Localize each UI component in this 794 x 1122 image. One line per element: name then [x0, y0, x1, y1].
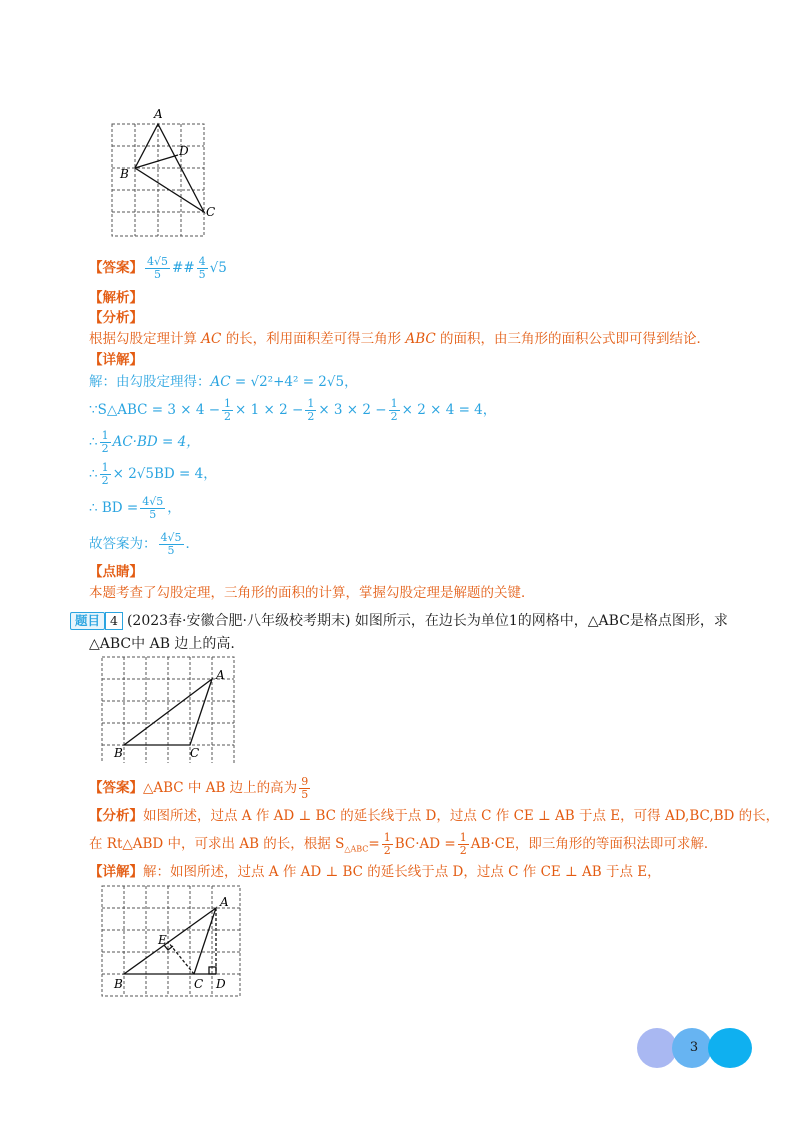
label-e: E	[158, 933, 167, 947]
fenxi-4-line2: 在 Rt△ABD 中，可求出 AB 的长，根据 $S_{\triangle ABC}=$ $\frac{1}{2}$ BC·AD = $\frac{1}{2}$ AB·CE，即三角形的等面积法即可求解．	[89, 831, 718, 857]
answer-frac: $\frac{4√5}{5}$	[147, 255, 169, 281]
fenxi-tag: 【分析】	[89, 310, 143, 326]
step-1: 解：由勾股定理得：AC = √2²+4² = 2√5，	[89, 374, 358, 390]
answer-alt-frac: $\frac{4}{5}$	[198, 255, 206, 281]
label-c: C	[190, 746, 200, 760]
label-b: B	[114, 746, 123, 760]
label-d: D	[179, 144, 189, 158]
label-b: B	[114, 977, 123, 991]
label-a: A	[216, 668, 225, 682]
step-3: ∴ $\frac{1}{2}$ AC·BD = 4，	[89, 429, 200, 455]
analysis-tag: 【解析】	[89, 290, 143, 306]
label-a: A	[154, 107, 163, 121]
answer-tag: 【答案】	[89, 260, 143, 276]
step-2: ∵S△ABC = 3 × 4 − $\frac{1}{2}$ × 1 × 2 − $\frac{1}{2}$ × 3 × 2 − $\frac{1}{2}$ × 2 × 4 = 4，	[89, 397, 497, 423]
page-number: 3	[689, 1040, 699, 1055]
label-a: A	[220, 895, 229, 909]
page-bubble-right	[708, 1028, 752, 1068]
answer-4: 【答案】△ABC 中 AB 边上的高为 $\frac{9}{5}$	[89, 775, 309, 801]
step-6: 故答案为： $\frac{4√5}{5}$ ．	[89, 531, 200, 557]
question-4-line2: △ABC中 AB 边上的高.	[89, 636, 235, 652]
question-4-line1	[70, 610, 728, 632]
detail-4: 【详解】解：如图所述，过点 A 作 AD ⊥ BC 的延长线于点 D，过点 C 作 CE ⊥ AB 于点 E，	[89, 864, 661, 880]
step-4: ∴ $\frac{1}{2}$ × 2√5BD = 4，	[89, 461, 217, 487]
label-b: B	[120, 167, 129, 181]
figure-triangle-abc-grid-3	[98, 882, 246, 1000]
fenxi-text: 根据勾股定理计算 AC 的长，利用面积差可得三角形 ABC 的面积，由三角形的面积公式即可得到结论．	[89, 331, 711, 347]
question-4-text: (2023春·安徽合肥·八年级校考期末) 如图所示，在边长为单位1的网格中，△ABC是格点图形，求	[126, 613, 728, 629]
label-c: C	[194, 977, 204, 991]
figure-triangle-abc-grid-2	[98, 655, 238, 763]
dianjing-text: 本题考查了勾股定理，三角形的面积的计算，掌握勾股定理是解题的关键．	[89, 585, 535, 601]
fenxi-4-line1: 【分析】如图所述，过点 A 作 AD ⊥ BC 的延长线于点 D，过点 C 作 CE ⊥ AB 于点 E，可得 AD,BC,BD 的长，	[89, 808, 780, 824]
answer-1	[89, 256, 227, 281]
figure-triangle-abc-grid-1	[108, 104, 220, 238]
detail-tag: 【详解】	[89, 352, 143, 368]
step-5: ∴ BD = $\frac{4√5}{5}$ ，	[89, 495, 181, 521]
page-bubble-left	[637, 1028, 677, 1068]
question-number: 4	[105, 612, 123, 630]
answer-alt-root: √5	[209, 260, 227, 276]
dianjing-tag: 【点睛】	[89, 564, 143, 580]
label-d: D	[216, 977, 226, 991]
question-badge: 题目	[70, 612, 105, 630]
label-c: C	[206, 205, 216, 219]
answer-sep: ##	[172, 260, 195, 276]
